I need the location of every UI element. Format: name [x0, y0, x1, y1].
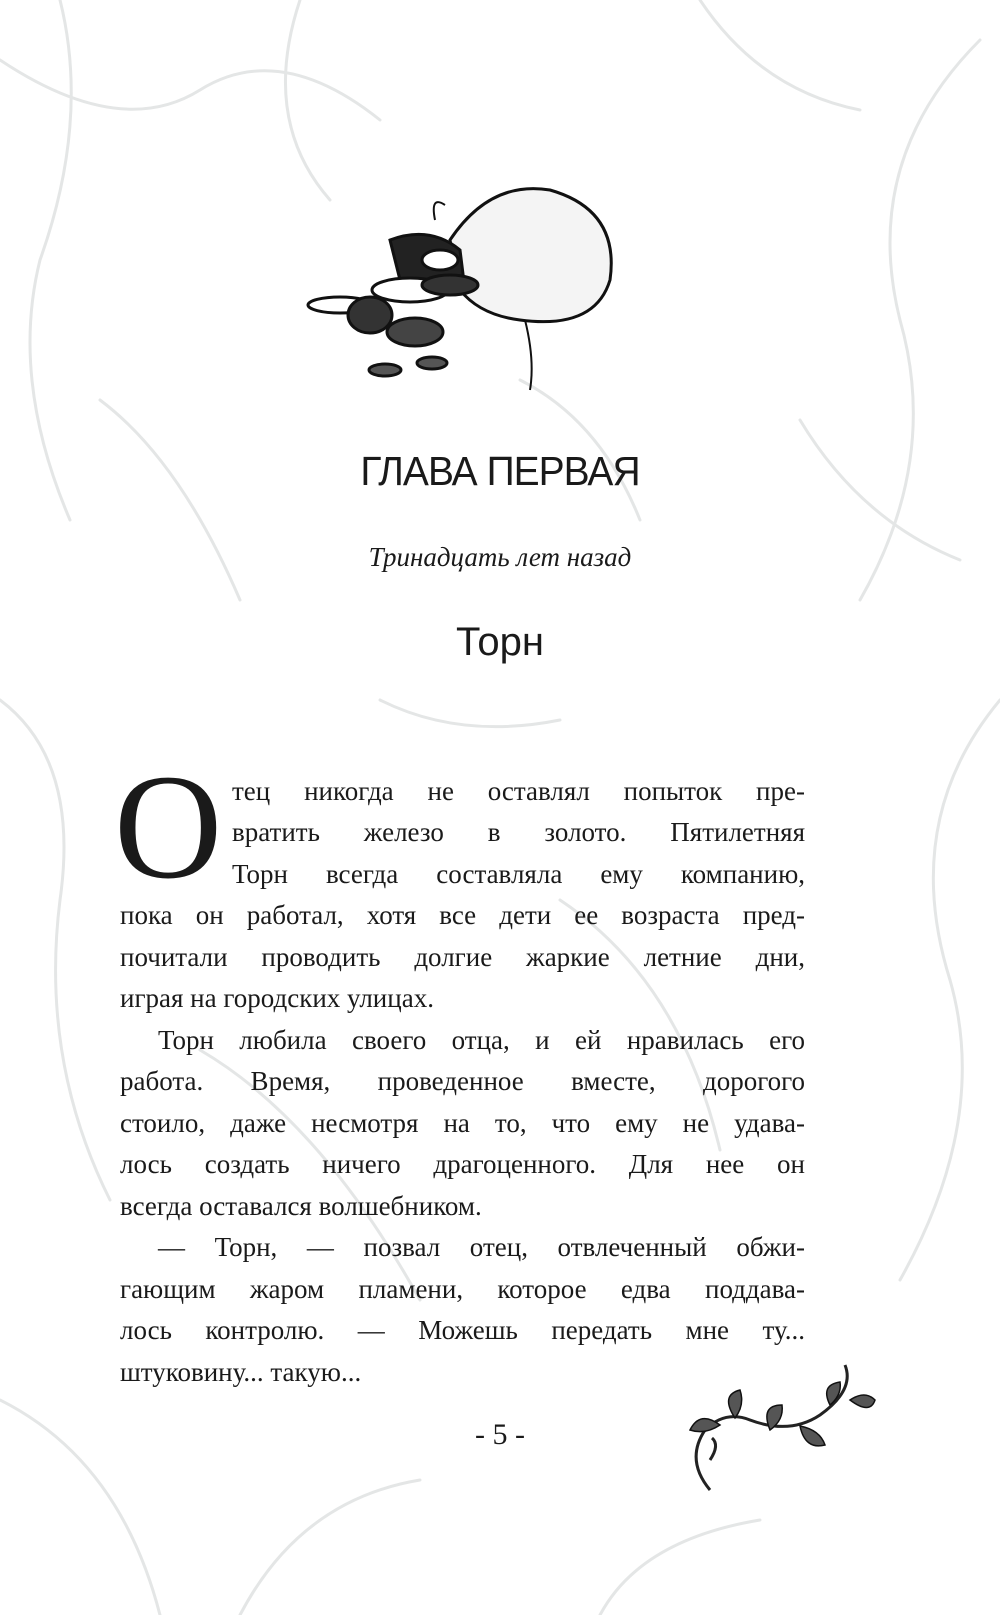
thorny-vine-illustration [680, 1360, 880, 1500]
page-number: - 5 - [475, 1418, 525, 1451]
text-line: лось контролю. — Можешь передать мне ту... [120, 1315, 805, 1345]
text-line: играя на городских улицах. [120, 983, 434, 1013]
text-line: тец никогда не оставлял попыток пре- [232, 776, 805, 806]
text-line: работа. Время, проведенное вместе, дорогого [120, 1066, 805, 1096]
text-line: пока он работал, хотя все дети ее возраста пред- [120, 900, 805, 930]
coin-pouch-illustration [300, 180, 630, 400]
character-heading: Торн [456, 620, 544, 664]
text-line: гающим жаром пламени, которое едва поддава- [120, 1274, 805, 1304]
chapter-subtitle: Тринадцать лет назад [368, 542, 632, 572]
text-line: Торн любила своего отца, и ей нравилась его [158, 1025, 805, 1055]
text-line: стоило, даже несмотря на то, что ему не удава- [120, 1108, 805, 1138]
text-line: всегда оставался волшебником. [120, 1191, 482, 1221]
drop-cap: О [114, 744, 223, 910]
text-line: Торн всегда составляла ему компанию, [232, 859, 805, 889]
chapter-title: ГЛАВА ПЕРВАЯ [360, 448, 640, 494]
text-line: лось создать ничего драгоценного. Для нее он [120, 1149, 805, 1179]
text-line: вратить железо в золото. Пятилетняя [232, 817, 805, 847]
text-line: штуковину... такую... [120, 1357, 362, 1387]
text-line: — Торн, — позвал отец, отвлеченный обжи- [158, 1232, 805, 1262]
text-line: почитали проводить долгие жаркие летние дни, [120, 942, 805, 972]
